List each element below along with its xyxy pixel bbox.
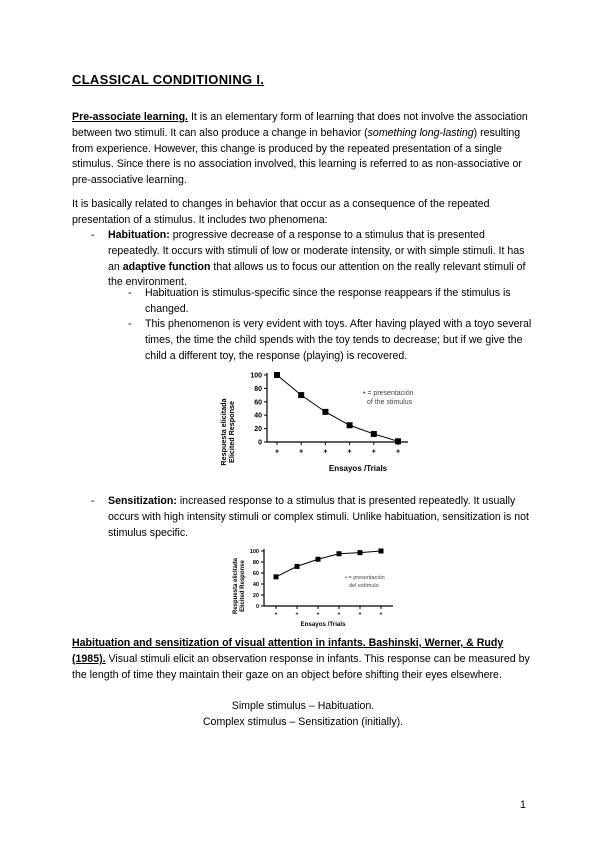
data-point [295, 564, 300, 569]
page-title: CLASSICAL CONDITIONING I. [72, 72, 265, 87]
data-point [274, 372, 280, 378]
legend-line-2: del estímulo [349, 583, 379, 589]
x-tick-label: + [274, 448, 280, 456]
y-tick-label: 100 [250, 372, 262, 380]
data-point [322, 409, 328, 415]
habituation-sub-2-text: This phenomenon is very evident with toys. After having played with a toyo several times, the time the child spends with the toy tends to decrease; but if we give the child a different toy, the response (playing) is recovered. [145, 318, 532, 362]
study-heading: Habituation and sensitization of visual attention in infants. Bashinski, Werner, & Rudy (1985). [72, 637, 504, 665]
y-axis-label-line-2: Elicited Response [227, 401, 236, 463]
habituation-sub-2 [128, 317, 534, 364]
phenomena-intro: It is basically related to changes in behavior that occur as a consequence of the repeated presentation of a stimulus. It includes two phenomena: [72, 198, 490, 226]
x-tick-label: + [295, 611, 299, 618]
habituation-sub-1-text: Habituation is stimulus-specific since the response reappears if the stimulus is changed. [145, 287, 511, 315]
page-number: 1 [520, 799, 526, 811]
data-point [274, 574, 279, 579]
sensitization-item [91, 494, 534, 541]
intro-heading: Pre-associate learning. [72, 111, 188, 123]
y-tick-label: 60 [252, 570, 259, 577]
sensitization-paragraph [108, 494, 534, 541]
x-tick-label: + [337, 611, 341, 618]
x-tick-label: + [347, 448, 352, 456]
sensitization-text: increased response to a stimulus that is presented repeatedly. It usually occurs with high intensity stimuli or complex stimuli. Unlike habituation, sensitization is not stimulus specific. [108, 495, 529, 539]
dash-marker: - [91, 495, 95, 507]
x-tick-label: + [371, 448, 376, 456]
habituation-chart [215, 362, 415, 477]
habituation-bold: adaptive function [122, 260, 211, 273]
dash-marker: - [128, 318, 132, 330]
legend-line-1: • = presentación [363, 390, 414, 397]
intro-text-2: ) resulting from experience. However, this change is produced by the repeated presentation of a single stimulus. Since there is no association involved, this learning is referred to as non-associative or pre-associative learning. [72, 126, 522, 187]
y-tick-label: 0 [258, 439, 262, 447]
x-tick-label: + [358, 611, 362, 618]
y-tick-label: 0 [255, 603, 259, 610]
y-axis-label [233, 557, 246, 614]
y-axis-label-line-2: Elicited Response [240, 560, 246, 612]
data-point [395, 438, 401, 444]
x-tick-label: + [379, 611, 383, 618]
data-point [371, 431, 377, 437]
y-axis-label-line-1: Respuesta elicitada [233, 557, 239, 615]
y-tick-label: 80 [252, 559, 259, 566]
x-tick-label: + [323, 448, 328, 456]
y-tick-label: 40 [252, 581, 259, 588]
habituation-item [91, 228, 534, 291]
intro-text-1: It is an elementary form of learning that does not involve the association between two stimuli. It can also produce a change in behavior ( [72, 111, 528, 139]
study-paragraph [72, 636, 534, 683]
habituation-paragraph [108, 228, 534, 291]
sensitization-heading: Sensitization: [108, 495, 177, 507]
habituation-text-2: that allows us to focus our attention on the really relevant stimuli of the environment. [108, 260, 526, 289]
sensitization-chart [228, 544, 408, 629]
x-tick-label: + [395, 448, 401, 456]
x-tick-label: + [274, 611, 278, 618]
y-axis-label [219, 397, 236, 465]
habituation-sub-1 [128, 286, 534, 318]
intro-paragraph [72, 110, 534, 189]
y-tick-label: 60 [254, 399, 262, 407]
y-tick-label: 20 [252, 592, 259, 599]
habituation-text-1: progressive decrease of a response to a stimulus that is presented repeatedly. It occurs with stimuli of low or moderate intensity, or with simple stimuli. It has an [108, 229, 525, 273]
data-point [347, 422, 353, 428]
x-axis-label: Ensayos /Trials [328, 464, 388, 473]
habituation-heading: Habituation: [108, 229, 170, 241]
data-point [337, 551, 342, 556]
series-line [276, 551, 381, 577]
x-tick-label: + [299, 448, 304, 456]
y-tick-label: 100 [249, 548, 259, 555]
study-text: Visual stimuli elicit an observation response in infants. This response can be measured by the length of time they maintain their gaze on an object before shifting their eyes elsewhere. [72, 652, 530, 681]
y-tick-label: 20 [254, 426, 262, 434]
data-point [379, 549, 384, 554]
y-axis-label-line-1: Respuesta elicitada [219, 398, 228, 466]
study-line-1: Simple stimulus – Habituation. [231, 700, 375, 712]
data-point [298, 392, 304, 398]
study-line-2: Complex stimulus – Sensitization (initially). [202, 716, 404, 728]
y-tick-label: 80 [254, 385, 262, 393]
legend-line-2: of the stimulus [367, 399, 413, 406]
data-point [358, 550, 363, 555]
legend-line-1: • = presentación [345, 575, 385, 581]
intro-italic: something long-lasting [367, 126, 474, 139]
y-tick-label: 40 [254, 412, 262, 420]
dash-marker: - [128, 287, 132, 299]
x-tick-label: + [316, 611, 320, 618]
data-point [316, 557, 321, 562]
series-line [277, 375, 398, 441]
dash-marker: - [91, 229, 95, 241]
x-axis-label: Ensayos /Trials [300, 621, 346, 628]
